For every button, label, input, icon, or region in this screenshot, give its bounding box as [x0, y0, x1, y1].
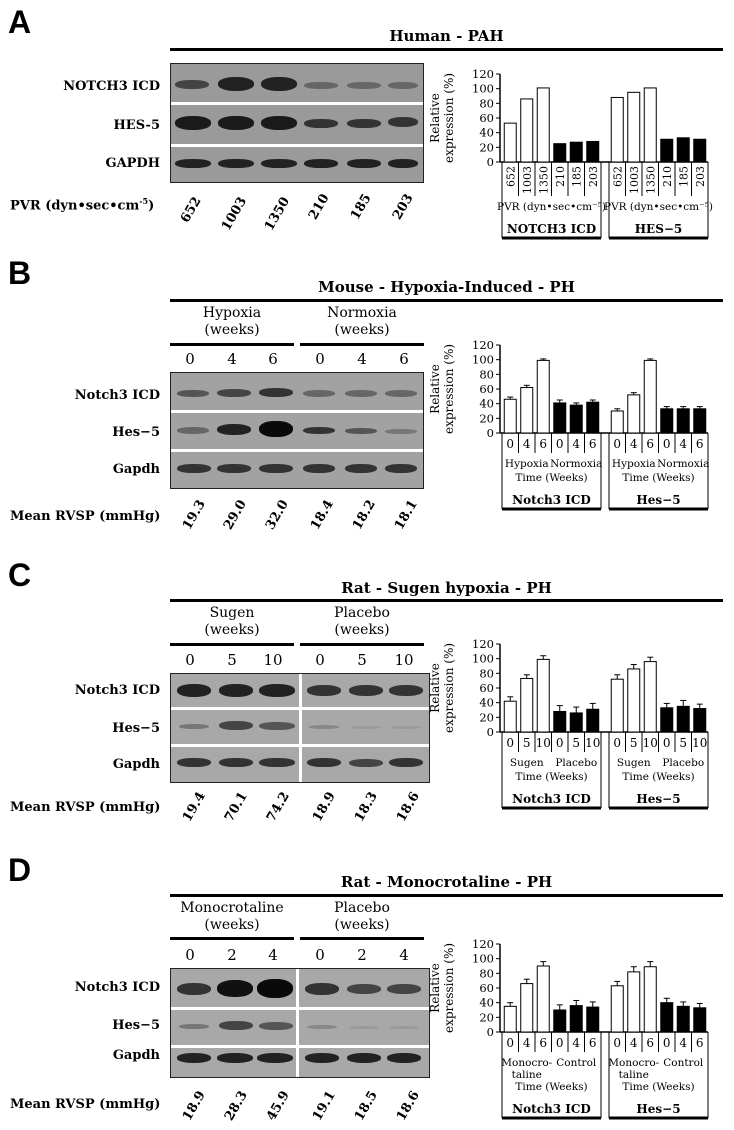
measure-label-text: PVR (dyn•sec•cm [10, 198, 140, 214]
x-tick-label: 1003 [627, 166, 641, 194]
bar [677, 409, 689, 433]
bar [677, 1006, 689, 1032]
blot-row-label: Hes−5 [112, 425, 160, 440]
lane-label: 4 [268, 946, 278, 964]
bar [587, 402, 599, 433]
bar [628, 669, 640, 732]
bar [521, 984, 533, 1032]
panel-c [0, 555, 734, 830]
group-rule [300, 343, 424, 346]
bar [570, 142, 582, 162]
title-rule [170, 894, 723, 897]
lane-label: 6 [268, 350, 278, 368]
group-label [300, 605, 424, 639]
measure-value: 18.9 [310, 789, 339, 825]
bar [504, 123, 516, 162]
y-tick-label: 20 [479, 1010, 494, 1025]
y-tick-label: 80 [479, 666, 494, 681]
measure-value: 18.1 [392, 497, 421, 533]
blot-row-label: NOTCH3 ICD [63, 79, 160, 94]
bar [644, 967, 656, 1032]
lane-label: 2 [357, 946, 367, 964]
panel-title: Rat - Monocrotaline - PH [340, 873, 553, 891]
measure-value: 210 [306, 191, 333, 223]
y-tick-label: 20 [479, 140, 494, 155]
lane-label: 2 [227, 946, 237, 964]
group-label: Hypoxia [504, 458, 549, 470]
group-label: Control [663, 1057, 704, 1069]
x-tick-label: 0 [662, 1036, 671, 1050]
x-tick-label: 6 [695, 1036, 704, 1050]
measure-value: 19.4 [180, 789, 209, 825]
bar [521, 388, 533, 433]
measure-value: 18.2 [350, 497, 379, 533]
measure-value: 652 [178, 194, 205, 226]
x-tick-label: 210 [553, 166, 567, 187]
y-axis-label [428, 643, 456, 733]
group-sub: (weeks) [334, 622, 390, 638]
lane-label: 4 [227, 350, 237, 368]
panel-letter: B [8, 255, 32, 291]
y-tick-label: 20 [479, 411, 494, 426]
y-tick-label: 40 [479, 396, 494, 411]
bar [694, 1008, 706, 1032]
time-label: Time (Weeks) [622, 1081, 695, 1093]
x-tick-label: 0 [506, 1036, 515, 1050]
x-tick-label: 6 [539, 437, 548, 451]
bar [554, 1010, 566, 1032]
y-tick-label: 100 [472, 81, 494, 96]
bar [570, 1006, 582, 1032]
x-tick-label: 203 [693, 166, 707, 187]
x-tick-label: 0 [555, 736, 564, 750]
x-tick-label: 5 [522, 736, 531, 750]
bar [521, 678, 533, 732]
group-name: Sugen [209, 605, 255, 621]
group-label: Normoxia [657, 458, 710, 470]
x-tick-label: 6 [588, 437, 597, 451]
x-tick-label: 0 [613, 1036, 622, 1050]
x-tick-label: 6 [695, 437, 704, 451]
time-label: Time (Weeks) [515, 1081, 588, 1093]
group-sub: (weeks) [204, 917, 260, 933]
bar [694, 409, 706, 433]
group-sub: (weeks) [334, 322, 390, 338]
x-tick-label: 4 [572, 1036, 581, 1050]
x-tick-label: 185 [570, 166, 584, 187]
time-label: Time (Weeks) [622, 771, 695, 783]
series-label: Notch3 ICD [512, 792, 591, 806]
x-tick-label: 10 [585, 736, 601, 750]
panel-title: Human - PAH [389, 27, 504, 45]
western-blot-image [170, 372, 424, 489]
group-label: taline [511, 1069, 542, 1081]
group-name: Placebo [334, 900, 390, 916]
group-sub: (weeks) [204, 322, 260, 338]
x-tick-label: 4 [572, 437, 581, 451]
blot-row-label: HES-5 [113, 118, 160, 133]
y-tick-label: 120 [472, 937, 494, 951]
x-tick-label: 4 [629, 437, 638, 451]
x-tick-label: 10 [535, 736, 551, 750]
measure-value: 19.1 [310, 1088, 339, 1124]
measure-value: 45.9 [264, 1088, 293, 1124]
bar [554, 711, 566, 732]
series-label: HES−5 [634, 222, 683, 236]
x-tick-label: 0 [613, 437, 622, 451]
bar [677, 706, 689, 732]
measure-label: Mean RVSP (mmHg) [10, 509, 161, 524]
measure-value: 1350 [262, 194, 294, 234]
group-label: Normoxia [550, 458, 603, 470]
bar [611, 411, 623, 433]
group-sub: (weeks) [334, 917, 390, 933]
series-label: Notch3 ICD [512, 1102, 591, 1116]
blot-row-label: Notch3 ICD [74, 980, 160, 995]
group-label [170, 900, 294, 934]
bar [554, 403, 566, 433]
x-tick-label: 5 [572, 736, 581, 750]
y-axis-label-line: Relative [428, 93, 442, 143]
measure-label-sup: -5 [139, 196, 149, 206]
group-name: Normoxia [327, 305, 397, 321]
bar [587, 709, 599, 732]
y-tick-label: 20 [479, 710, 494, 725]
x-tick-label: 0 [613, 736, 622, 750]
blot-row-label: Notch3 ICD [74, 683, 160, 698]
group-label: PVR (dyn•sec•cm⁻⁵) [604, 201, 713, 213]
x-tick-label: 652 [611, 166, 625, 187]
x-tick-label: 6 [539, 1036, 548, 1050]
bar [628, 395, 640, 433]
y-tick-label: 120 [472, 338, 494, 352]
western-blot-image [170, 968, 430, 1078]
x-tick-label: 4 [629, 1036, 638, 1050]
western-blot-image [170, 673, 430, 783]
bar [611, 97, 623, 162]
bar-chart-c [430, 632, 730, 827]
group-name: Placebo [334, 605, 390, 621]
measure-value: 18.9 [180, 1088, 209, 1124]
bar [521, 99, 533, 162]
time-label: Time (Weeks) [622, 472, 695, 484]
x-tick-label: 10 [692, 736, 708, 750]
lane-label: 10 [394, 651, 414, 669]
bar [694, 709, 706, 732]
measure-value: 203 [390, 191, 417, 223]
lane-label: 0 [185, 651, 195, 669]
bar-chart-a [430, 62, 730, 262]
y-axis-label-line: Relative [428, 963, 442, 1013]
group-label: Sugen [509, 757, 544, 769]
group-rule [170, 343, 294, 346]
blot-row-label: Gapdh [112, 462, 160, 477]
y-axis-label-line: expression (%) [442, 942, 456, 1034]
blot-row-label: Notch3 ICD [74, 388, 160, 403]
y-axis-label [428, 943, 456, 1033]
x-tick-label: 4 [522, 437, 531, 451]
bar-chart-b [430, 333, 730, 523]
x-tick-label: 1350 [644, 166, 658, 194]
bar [644, 88, 656, 162]
group-label [300, 305, 424, 339]
x-tick-label: 4 [522, 1036, 531, 1050]
group-rule [300, 937, 424, 940]
lane-label: 10 [263, 651, 283, 669]
lane-label: 4 [357, 350, 367, 368]
measure-value: 19.3 [180, 497, 209, 533]
panel-title: Mouse - Hypoxia-Induced - PH [318, 278, 575, 296]
lane-label: 0 [315, 946, 325, 964]
y-axis-label-line: Relative [428, 364, 442, 414]
y-axis-label [428, 344, 456, 434]
x-tick-label: 6 [646, 1036, 655, 1050]
group-label: Control [556, 1057, 597, 1069]
group-label: Monocro- [608, 1057, 660, 1069]
series-label: Hes−5 [636, 493, 681, 507]
x-tick-label: 6 [646, 437, 655, 451]
bar [644, 662, 656, 732]
series-label: Hes−5 [636, 1102, 681, 1116]
panel-letter: C [8, 557, 32, 593]
bar [628, 92, 640, 162]
bar [611, 986, 623, 1032]
y-tick-label: 40 [479, 995, 494, 1010]
lane-label: 0 [315, 350, 325, 368]
group-name: Hypoxia [202, 305, 262, 321]
y-axis-label [428, 73, 456, 163]
group-label: taline [618, 1069, 649, 1081]
bar [537, 88, 549, 162]
group-rule [170, 937, 294, 940]
x-tick-label: 5 [629, 736, 638, 750]
bar [587, 1007, 599, 1032]
bar [661, 708, 673, 732]
x-tick-label: 4 [679, 1036, 688, 1050]
title-rule [170, 48, 723, 51]
panel-letter: D [8, 852, 32, 888]
measure-value: 32.0 [263, 497, 292, 533]
y-tick-label: 100 [472, 951, 494, 966]
series-label: Notch3 ICD [512, 493, 591, 507]
panel-a [0, 0, 734, 265]
x-tick-label: 0 [506, 437, 515, 451]
x-tick-label: 0 [555, 1036, 564, 1050]
measure-value: 18.4 [308, 497, 337, 533]
group-rule [170, 643, 294, 646]
group-label: Sugen [616, 757, 651, 769]
y-tick-label: 80 [479, 966, 494, 981]
group-sub: (weeks) [204, 622, 260, 638]
group-label: Hypoxia [611, 458, 656, 470]
group-rule [300, 643, 424, 646]
blot-row-label: GAPDH [105, 156, 160, 171]
lane-label: 4 [399, 946, 409, 964]
y-axis-label-line: expression (%) [442, 343, 456, 435]
y-tick-label: 120 [472, 67, 494, 81]
y-tick-label: 100 [472, 651, 494, 666]
y-tick-label: 120 [472, 637, 494, 651]
group-label: Monocro- [501, 1057, 553, 1069]
bar [570, 713, 582, 732]
group-label: Placebo [555, 757, 598, 769]
bar [587, 141, 599, 162]
x-tick-label: 6 [588, 1036, 597, 1050]
lane-label: 6 [399, 350, 409, 368]
bar [661, 409, 673, 433]
lane-label: 0 [315, 651, 325, 669]
y-tick-label: 60 [479, 981, 494, 995]
x-tick-label: 10 [642, 736, 658, 750]
blot-row-label: Hes−5 [112, 721, 160, 736]
measure-label [10, 196, 154, 213]
measure-value: 1003 [219, 194, 251, 234]
bar [661, 1003, 673, 1032]
group-label: Placebo [662, 757, 705, 769]
x-tick-label: 1350 [537, 166, 551, 194]
measure-value: 18.6 [394, 1088, 423, 1124]
x-tick-label: 1003 [520, 166, 534, 194]
title-rule [170, 599, 723, 602]
bar [537, 966, 549, 1032]
series-label: Hes−5 [636, 792, 681, 806]
y-tick-label: 40 [479, 125, 494, 140]
lane-label: 5 [357, 651, 367, 669]
y-tick-label: 60 [479, 111, 494, 125]
measure-value: 28.3 [222, 1088, 251, 1124]
measure-label: Mean RVSP (mmHg) [10, 1097, 161, 1112]
group-label [300, 900, 424, 934]
bar [504, 701, 516, 732]
y-tick-label: 40 [479, 695, 494, 710]
x-tick-label: 185 [677, 166, 691, 187]
y-tick-label: 80 [479, 96, 494, 111]
measure-value: 29.0 [221, 497, 250, 533]
bar [554, 144, 566, 162]
panel-b [0, 255, 734, 535]
measure-value: 185 [348, 191, 375, 223]
bar [537, 360, 549, 433]
y-axis-label-line: expression (%) [442, 72, 456, 164]
series-label: NOTCH3 ICD [506, 222, 597, 236]
x-tick-label: 0 [662, 736, 671, 750]
panel-letter: A [8, 4, 32, 40]
group-label [170, 605, 294, 639]
bar-chart-d [430, 932, 730, 1130]
lane-label: 0 [185, 350, 195, 368]
measure-value: 70.1 [222, 789, 251, 825]
lane-label: 0 [185, 946, 195, 964]
x-tick-label: 652 [504, 166, 518, 187]
blot-row-label: Hes−5 [112, 1018, 160, 1033]
y-tick-label: 60 [479, 681, 494, 695]
bar [570, 405, 582, 433]
y-axis-label-line: expression (%) [442, 642, 456, 734]
measure-label-end: ) [148, 198, 155, 214]
x-tick-label: 4 [679, 437, 688, 451]
bar [644, 360, 656, 433]
y-tick-label: 80 [479, 367, 494, 382]
time-label: Time (Weeks) [515, 472, 588, 484]
bar [504, 399, 516, 433]
bar [628, 972, 640, 1032]
x-tick-label: 203 [586, 166, 600, 187]
blot-row-label: Gapdh [112, 1048, 160, 1063]
bar [677, 138, 689, 162]
x-tick-label: 5 [679, 736, 688, 750]
y-tick-label: 0 [486, 1025, 494, 1039]
group-label: PVR (dyn•sec•cm⁻⁵) [497, 201, 606, 213]
measure-value: 18.5 [352, 1088, 381, 1124]
panel-d [0, 850, 734, 1130]
y-tick-label: 0 [486, 155, 494, 169]
x-tick-label: 0 [662, 437, 671, 451]
bar [537, 659, 549, 732]
group-name: Monocrotaline [180, 900, 284, 916]
lane-label: 5 [227, 651, 237, 669]
x-tick-label: 0 [506, 736, 515, 750]
panel-title: Rat - Sugen hypoxia - PH [341, 579, 552, 597]
measure-label: Mean RVSP (mmHg) [10, 800, 161, 815]
bar [611, 679, 623, 732]
measure-value: 74.2 [264, 789, 293, 825]
measure-value: 18.3 [352, 789, 381, 825]
y-axis-label-line: Relative [428, 663, 442, 713]
blot-row-label: Gapdh [112, 757, 160, 772]
western-blot-image [170, 63, 424, 183]
bar [694, 139, 706, 162]
measure-value: 18.6 [394, 789, 423, 825]
x-tick-label: 210 [660, 166, 674, 187]
y-tick-label: 0 [486, 725, 494, 739]
bar [661, 139, 673, 162]
bar [504, 1006, 516, 1032]
x-tick-label: 0 [555, 437, 564, 451]
y-tick-label: 60 [479, 382, 494, 396]
group-label [170, 305, 294, 339]
title-rule [170, 299, 723, 302]
y-tick-label: 0 [486, 426, 494, 440]
y-tick-label: 100 [472, 352, 494, 367]
time-label: Time (Weeks) [515, 771, 588, 783]
